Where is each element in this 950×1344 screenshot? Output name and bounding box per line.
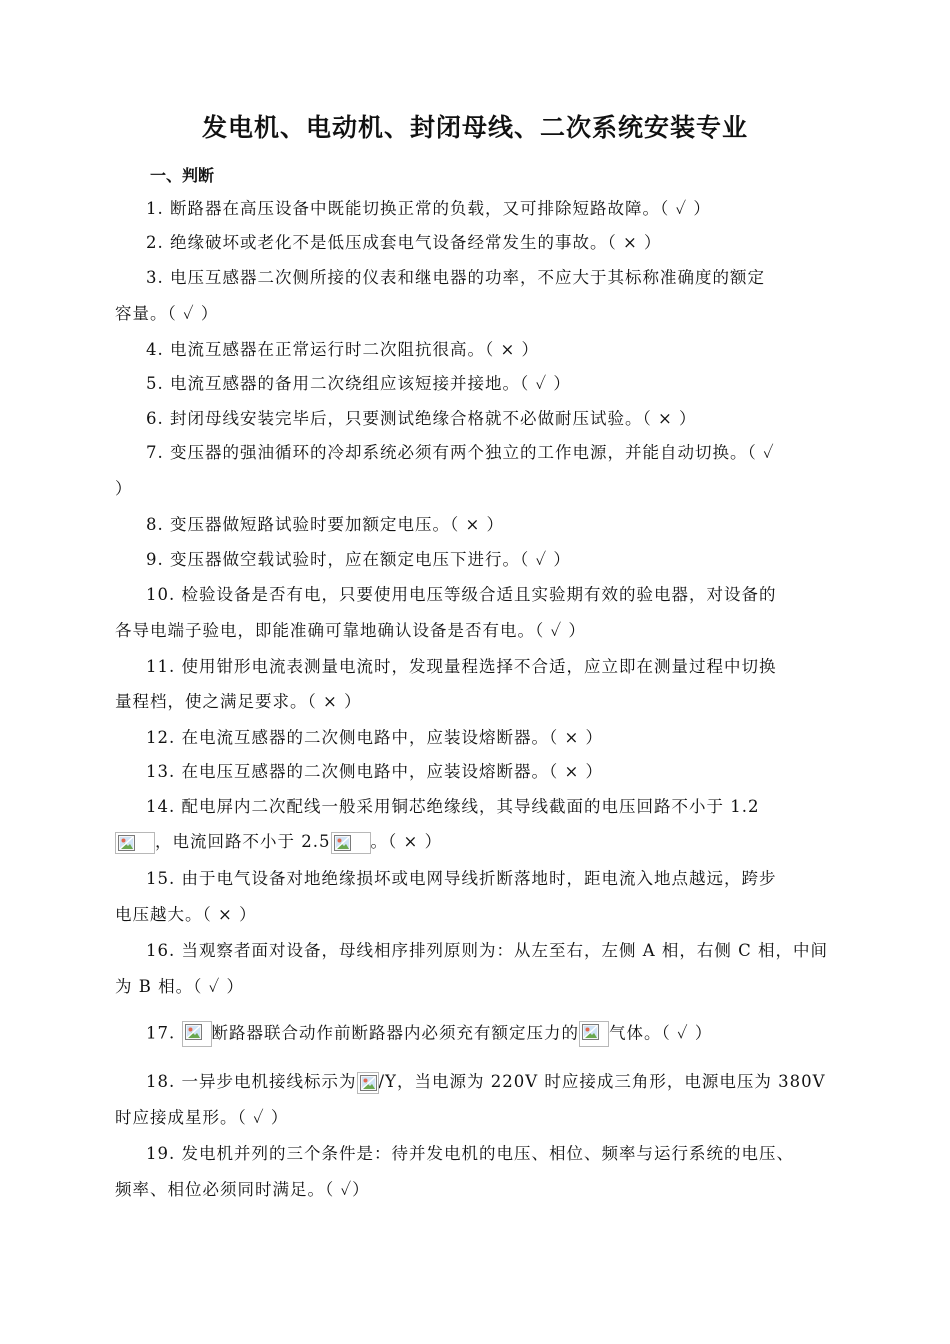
question-6: 6. 封闭母线安装完毕后，只要测试绝缘合格就不必做耐压试验。（ × ）: [146, 409, 697, 428]
question-17-number: 17.: [146, 1023, 182, 1043]
question-11-line-1: 11. 使用钳形电流表测量电流时，发现量程选择不合适，应立即在测量过程中切换: [146, 657, 777, 676]
question-16-line-2: 为 B 相。（ ✓ ）: [115, 977, 244, 996]
question-19-line-2: 频率、相位必须同时满足。（ ✓）: [115, 1180, 370, 1199]
question-1: 1. 断路器在高压设备中既能切换正常的负载，又可排除短路故障。（ ✓ ）: [146, 199, 711, 218]
question-12: 12. 在电流互感器的二次侧电路中，应装设熔断器。（ × ）: [146, 728, 604, 747]
question-18-line-1: [146, 1070, 826, 1094]
question-14-line-2: [115, 830, 442, 854]
question-5: 5. 电流互感器的备用二次绕组应该短接并接地。（ ✓ ）: [146, 374, 571, 393]
question-7-line-1: 7. 变压器的强油循环的冷却系统必须有两个独立的工作电源，并能自动切换。（ ✓: [146, 443, 775, 462]
question-14-text-b: 。（ × ）: [370, 832, 443, 851]
broken-image-icon: [331, 832, 371, 854]
broken-image-icon: [357, 1072, 379, 1094]
question-17: [146, 1021, 712, 1047]
question-10-line-2: 各导电端子验电，即能准确可靠地确认设备是否有电。（ ✓ ）: [115, 621, 586, 640]
broken-image-icon: [182, 1021, 212, 1047]
broken-image-icon: [360, 1075, 377, 1091]
question-8: 8. 变压器做短路试验时要加额定电压。（ × ）: [146, 515, 505, 534]
question-18-line-2: 时应接成星形。（ ✓ ）: [115, 1108, 289, 1127]
question-15-line-1: 15. 由于电气设备对地绝缘损坏或电网导线折断落地时，距电流入地点越远，跨步: [146, 869, 777, 888]
broken-image-icon: [334, 835, 351, 851]
question-17-text-a: 断路器联合动作前断路器内必须充有额定压力的: [211, 1023, 579, 1043]
question-18-text-a: 18. 一异步电机接线标示为: [146, 1072, 357, 1091]
question-15-line-2: 电压越大。（ × ）: [115, 905, 257, 924]
broken-image-icon: [185, 1024, 202, 1040]
question-10-line-1: 10. 检验设备是否有电，只要使用电压等级合适且实验期有效的验电器，对设备的: [146, 585, 777, 604]
broken-image-icon: [582, 1024, 599, 1040]
broken-image-icon: [118, 835, 135, 851]
question-3-line-1: 3. 电压互感器二次侧所接的仪表和继电器的功率，不应大于其标称准确度的额定: [146, 268, 765, 287]
page-title: 发电机、电动机、封闭母线、二次系统安装专业: [201, 113, 748, 142]
broken-image-icon: [579, 1021, 609, 1047]
broken-image-icon: [115, 832, 155, 854]
question-19-line-1: 19. 发电机并列的三个条件是：待并发电机的电压、相位、频率与运行系统的电压、: [146, 1144, 794, 1163]
question-7-line-2: ）: [115, 479, 133, 498]
question-4: 4. 电流互感器在正常运行时二次阻抗很高。（ × ）: [146, 340, 540, 359]
question-17-text-b: 气体。（ ✓ ）: [609, 1023, 713, 1043]
question-18-text-b: /Y，当电源为 220V 时应接成三角形，电源电压为 380V: [378, 1072, 826, 1091]
question-13: 13. 在电压互感器的二次侧电路中，应装设熔断器。（ × ）: [146, 762, 604, 781]
question-2: 2. 绝缘破坏或老化不是低压成套电气设备经常发生的事故。（ × ）: [146, 233, 662, 252]
question-14-line-1: 14. 配电屏内二次配线一般采用铜芯绝缘线，其导线截面的电压回路不小于 1.2: [146, 797, 760, 816]
question-9: 9. 变压器做空载试验时，应在额定电压下进行。（ ✓ ）: [146, 550, 571, 569]
section-heading: 一、判断: [150, 166, 215, 185]
question-3-line-2: 容量。（ ✓ ）: [115, 304, 219, 323]
question-16-line-1: 16. 当观察者面对设备，母线相序排列原则为：从左至右，左侧 A 相，右侧 C 相，中间: [146, 941, 829, 960]
question-14-text-a: ，电流回路不小于 2.5: [155, 832, 331, 851]
question-11-line-2: 量程档，使之满足要求。（ × ）: [115, 692, 362, 711]
